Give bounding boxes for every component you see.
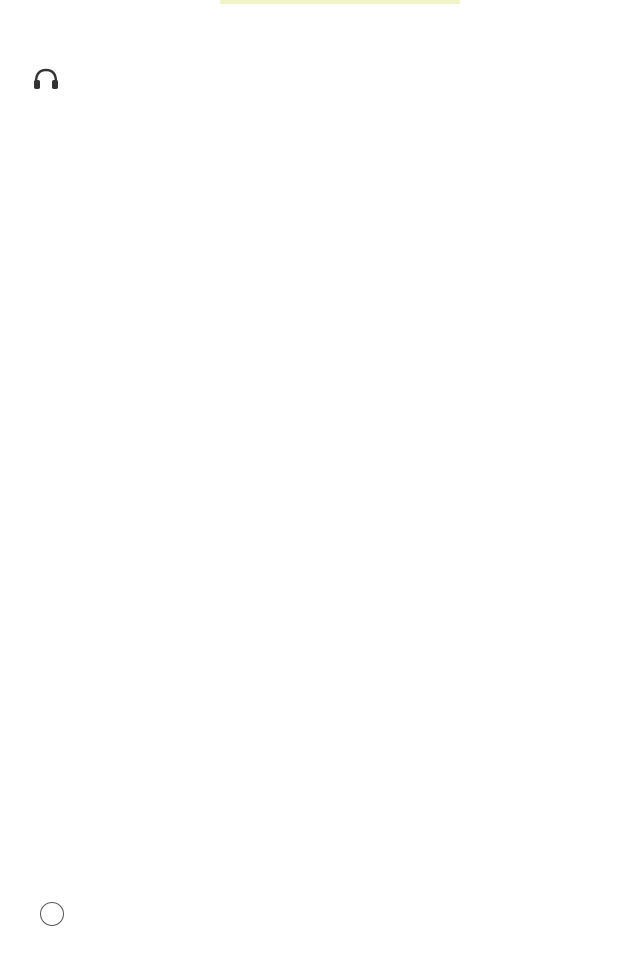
top-accent-bar xyxy=(220,0,460,4)
headphones-icon xyxy=(33,67,59,91)
page-number xyxy=(40,902,64,926)
